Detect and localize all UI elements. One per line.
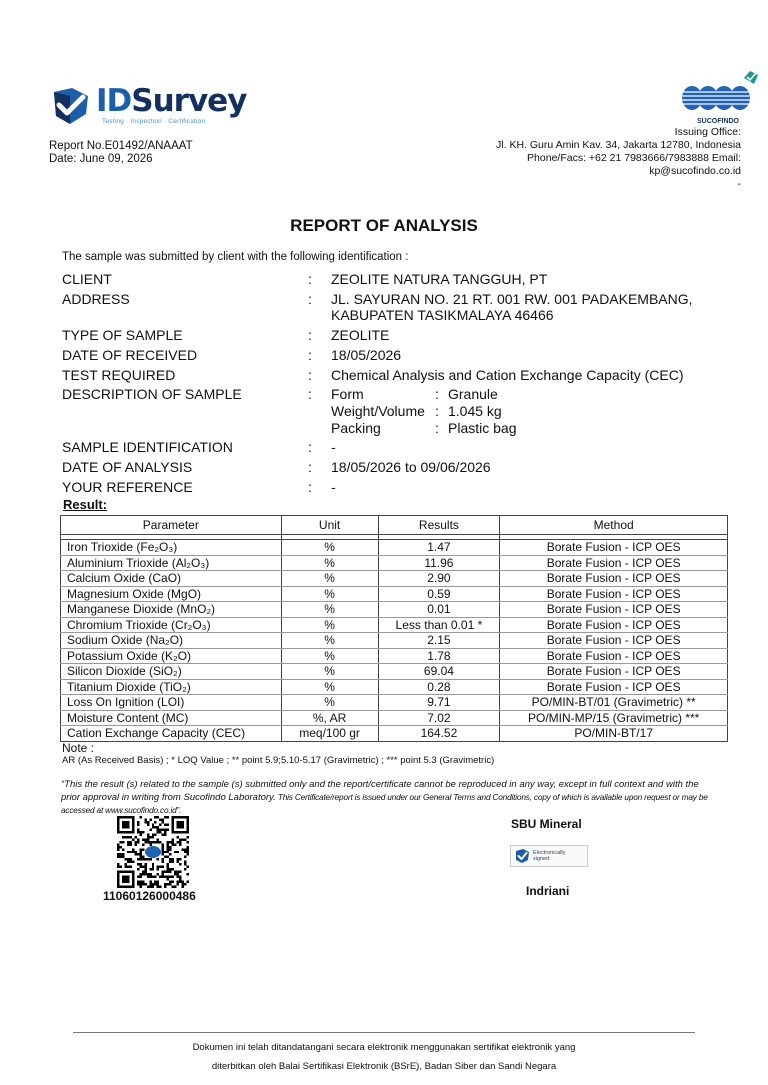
cell-parameter: Titanium Dioxide (TiO₂) <box>61 679 282 695</box>
check-badge-icon <box>514 848 530 864</box>
cell-parameter: Calcium Oxide (CaO) <box>61 571 282 587</box>
cell-unit: % <box>281 648 378 664</box>
cell-parameter: Loss On Ignition (LOI) <box>61 695 282 711</box>
cell-method: PO/MIN-MP/15 (Gravimetric) *** <box>500 710 728 726</box>
idsurvey-tagline: Testing · Inspection · Certification <box>102 118 206 125</box>
issuing-office-address: Jl. KH. Guru Amin Kav. 34, Jakarta 12780, Indonesia <box>496 139 741 151</box>
cell-unit: % <box>281 695 378 711</box>
table-row <box>61 586 728 602</box>
table-row <box>61 726 728 742</box>
footer-divider <box>73 1032 695 1033</box>
table-row <box>61 540 728 556</box>
cell-unit: % <box>281 586 378 602</box>
result-label: Result: <box>63 497 108 512</box>
cell-parameter: Moisture Content (MC) <box>61 710 282 726</box>
electronic-signature-badge: Electronically signed <box>510 845 588 867</box>
cell-unit: % <box>281 571 378 587</box>
cell-parameter: Chromium Trioxide (Cr₂O₃) <box>61 617 282 633</box>
cell-parameter: Cation Exchange Capacity (CEC) <box>61 726 282 742</box>
idsurvey-name: IDSurvey <box>96 83 247 119</box>
qr-code <box>117 816 189 888</box>
cell-unit: % <box>281 602 378 618</box>
cell-result: 2.15 <box>378 633 500 649</box>
cell-result: 164.52 <box>378 726 500 742</box>
report-number: Report No.E01492/ANAAAT <box>49 140 193 152</box>
note-text: AR (As Received Basis) ; * LOQ Value ; ** point 5.9;5.10-5.17 (Gravimetric) ; *** point 5.3 (Gravimetric) <box>62 755 495 766</box>
cell-parameter: Iron Trioxide (Fe₂O₃) <box>61 540 282 556</box>
cell-result: 69.04 <box>378 664 500 680</box>
idsurvey-logo <box>50 83 247 126</box>
cell-unit: % <box>281 633 378 649</box>
table-row <box>61 679 728 695</box>
cell-result: 1.78 <box>378 648 500 664</box>
table-row <box>61 648 728 664</box>
note-label: Note : <box>62 741 95 755</box>
table-header-row <box>61 516 728 535</box>
cell-parameter: Manganese Dioxide (MnO₂) <box>61 602 282 618</box>
sucofindo-logo-text: SUCOFINDO <box>697 118 739 125</box>
cell-unit: % <box>281 540 378 556</box>
cell-method: Borate Fusion - ICP OES <box>500 602 728 618</box>
cell-parameter: Silicon Dioxide (SiO₂) <box>61 664 282 680</box>
address-value: JL. SAYURAN NO. 21 RT. 001 RW. 001 PADAKEMBANG, KABUPATEN TASIKMALAYA 46466 <box>331 291 693 323</box>
header-method: Method <box>500 516 728 535</box>
cell-method: Borate Fusion - ICP OES <box>500 633 728 649</box>
cell-result: Less than 0.01 * <box>378 617 500 633</box>
table-row <box>61 617 728 633</box>
cell-result: 2.90 <box>378 571 500 587</box>
cell-method: Borate Fusion - ICP OES <box>500 664 728 680</box>
cell-result: 1.47 <box>378 540 500 556</box>
cell-method: Borate Fusion - ICP OES <box>500 540 728 556</box>
signature-unit: SBU Mineral <box>511 817 582 831</box>
results-table <box>60 515 728 742</box>
sucofindo-logo <box>678 70 762 132</box>
table-row <box>61 602 728 618</box>
header-results: Results <box>378 516 500 535</box>
cell-parameter: Aluminium Trioxide (Al₂O₃) <box>61 555 282 571</box>
disclaimer: “This the result (s) related to the sample (s) submitted only and the report/certificate cannot be reproduced in any way, except in full context and with the prior approval in writing from Sucofindo Laboratory. This Certificate/report is issued under our General Terms and Conditions, copy of which is available upon request or may be accessed at www.sucofindo.co.id”. <box>61 779 708 815</box>
cell-unit: % <box>281 617 378 633</box>
issuing-office-email: kp@sucofindo.co.id <box>649 165 741 177</box>
issuing-office-phone: Phone/Facs: +62 21 7983666/7983888 Email: <box>527 152 741 164</box>
cell-result: 0.28 <box>378 679 500 695</box>
table-row <box>61 695 728 711</box>
cell-method: Borate Fusion - ICP OES <box>500 648 728 664</box>
cell-parameter: Sodium Oxide (Na₂O) <box>61 633 282 649</box>
cell-unit: meq/100 gr <box>281 726 378 742</box>
table-row <box>61 571 728 587</box>
table-row <box>61 633 728 649</box>
footer-line-2: diterbitkan oleh Balai Sertifikasi Elektronik (BSrE), Badan Siber dan Sandi Negara <box>211 1061 557 1072</box>
table-row <box>61 555 728 571</box>
page-title: REPORT OF ANALYSIS <box>290 216 478 235</box>
report-number-block <box>49 140 193 166</box>
cell-parameter: Magnesium Oxide (MgO) <box>61 586 282 602</box>
cell-method: Borate Fusion - ICP OES <box>500 555 728 571</box>
table-row <box>61 710 728 726</box>
header-unit: Unit <box>281 516 378 535</box>
issuing-office <box>496 126 741 191</box>
footer-line-1: Dokumen ini telah ditandatangani secara elektronik menggunakan sertifikat elektronik yang <box>192 1042 576 1053</box>
cell-result: 7.02 <box>378 710 500 726</box>
issuing-office-label: Issuing Office: <box>674 126 741 138</box>
cell-result: 0.59 <box>378 586 500 602</box>
cell-result: 9.71 <box>378 695 500 711</box>
qr-number: 11060126000486 <box>103 889 196 903</box>
cell-unit: % <box>281 555 378 571</box>
client-value: ZEOLITE NATURA TANGGUH, PT <box>331 271 548 287</box>
header-parameter: Parameter <box>61 516 282 535</box>
report-date: Date: June 09, 2026 <box>49 153 153 165</box>
description-row: DESCRIPTION OF SAMPLE : Form : Granule Weight/Volume : 1.045 kg Packing : Plastic bag <box>62 386 517 436</box>
issuing-office-dash: - <box>737 178 741 190</box>
cell-unit: % <box>281 679 378 695</box>
signer-name: Indriani <box>526 884 570 898</box>
cell-method: Borate Fusion - ICP OES <box>500 571 728 587</box>
cell-method: Borate Fusion - ICP OES <box>500 679 728 695</box>
intro-text: The sample was submitted by client with the following identification : <box>62 251 409 263</box>
cell-method: Borate Fusion - ICP OES <box>500 586 728 602</box>
cell-result: 11.96 <box>378 555 500 571</box>
cell-method: Borate Fusion - ICP OES <box>500 617 728 633</box>
table-row <box>61 664 728 680</box>
cell-unit: %, AR <box>281 710 378 726</box>
cell-method: PO/MIN-BT/01 (Gravimetric) ** <box>500 695 728 711</box>
cell-method: PO/MIN-BT/17 <box>500 726 728 742</box>
cell-parameter: Potassium Oxide (K₂O) <box>61 648 282 664</box>
idsurvey-check-icon <box>50 86 92 126</box>
cell-unit: % <box>281 664 378 680</box>
cell-result: 0.01 <box>378 602 500 618</box>
